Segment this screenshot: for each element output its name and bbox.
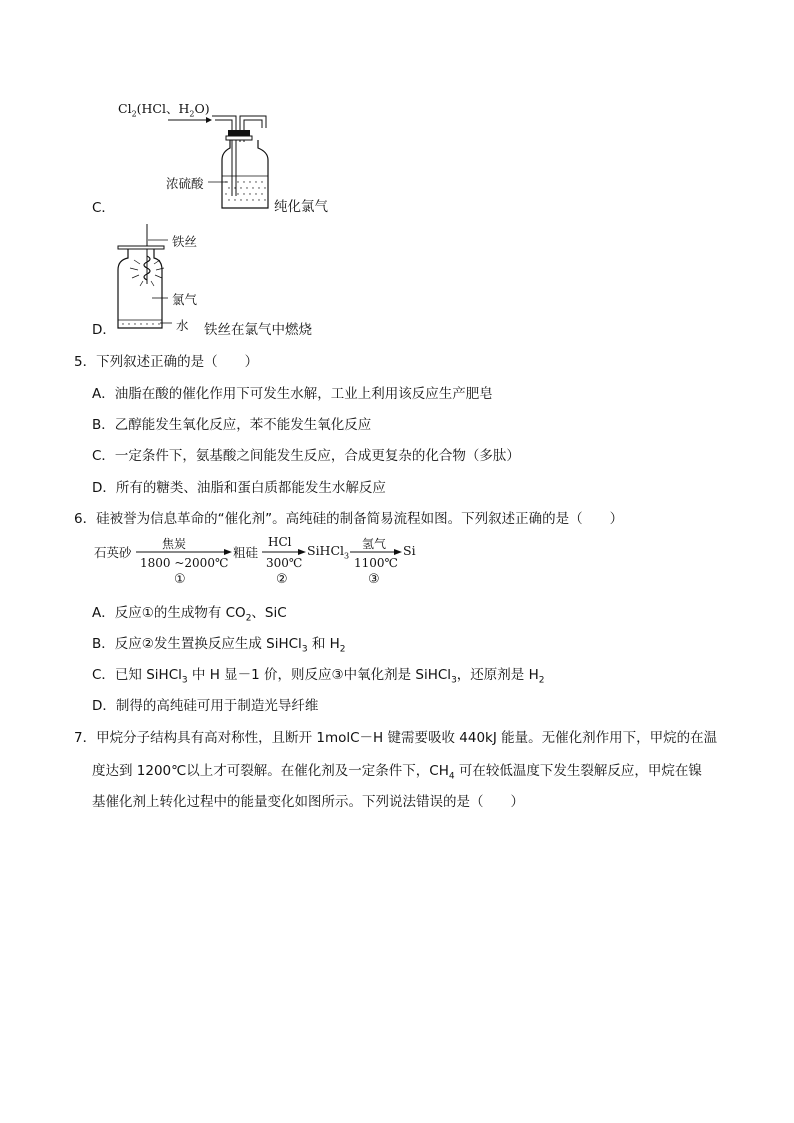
gas-bottle — [118, 249, 162, 328]
option-d-letter: D． — [92, 322, 116, 338]
iron-wire-label: 铁丝 — [172, 234, 198, 249]
q5-option-c: C．一定条件下，氨基酸之间能发生反应，合成更复杂的化合物（多肽） — [92, 448, 520, 464]
flow-step3-number: ③ — [368, 572, 380, 587]
q6-option-a: A．反应①的生成物有 $CO_2$、SiC — [92, 605, 287, 624]
flow-step1-reagent: 焦炭 — [162, 537, 187, 551]
q5-option-a: A．油脂在酸的催化作用下可发生水解，工业上利用该反应生产肥皂 — [92, 386, 493, 402]
flow-crude-silicon: 粗硅 — [233, 545, 259, 560]
q5-stem: 5．下列叙述正确的是（ ） — [74, 354, 259, 370]
flow-step2-number: ② — [276, 572, 288, 587]
gas-mixture-label: $Cl_2(HCl$、$H_2O$) — [118, 101, 210, 119]
flow-arrow-2 — [262, 548, 306, 556]
liquid-dots — [225, 181, 265, 200]
glass-lid — [118, 246, 164, 249]
flow-step2-reagent: HCl — [268, 535, 292, 549]
q7-line-2: 度达到 1200℃以上才可裂解。在催化剂及一定条件下，$CH_4$ 可在较低温度下发生裂解反应，甲烷在镍 — [92, 763, 702, 782]
q7-line-3: 基催化剂上转化过程中的能量变化如图所示。下列说法错误的是（ ） — [92, 794, 524, 810]
flow-step2-condition: 300℃ — [266, 556, 303, 570]
flow-step1-number: ① — [174, 572, 186, 587]
chlorine-label: 氯气 — [172, 292, 198, 307]
flow-step3-reagent: 氢气 — [362, 537, 387, 551]
flow-arrow-1 — [136, 548, 232, 556]
q5-option-d: D．所有的糖类、油脂和蛋白质都能发生水解反应 — [92, 480, 386, 496]
flow-end-product: Si — [403, 543, 416, 558]
option-c-caption: 纯化氯气 — [274, 199, 328, 215]
flow-step1-condition: 1800 ~2000℃ — [140, 556, 229, 570]
inlet-arrow-head — [206, 117, 212, 123]
water-label: 水 — [176, 318, 189, 333]
q5-option-b: B．乙醇能发生氧化反应，苯不能发生氧化反应 — [92, 417, 372, 433]
rubber-stopper — [228, 130, 250, 136]
q6-stem: 6．硅被誉为信息革命的“催化剂”。高纯硅的制备简易流程如图。下列叙述正确的是（ ） — [74, 511, 624, 527]
option-c-letter: C． — [92, 200, 115, 216]
flow-arrow-3 — [350, 548, 402, 556]
flow-trichlorosilane: SiHCl$_3$ — [307, 543, 350, 561]
q6-option-b: B．反应②发生置换反应生成 SiHCl$_3$ 和 $H_2$ — [92, 636, 346, 655]
gas-washing-bottle-diagram — [160, 104, 280, 214]
bottle — [222, 140, 268, 208]
flow-start: 石英砂 — [94, 545, 132, 560]
option-d-caption: 铁丝在氯气中燃烧 — [204, 322, 312, 338]
q6-option-c: C．已知 SiHCl$_3$ 中 H 显－1 价，则反应③中氧化剂是 SiHCl$_3$，还原剂是 $H_2$ — [92, 667, 545, 686]
concentrated-sulfuric-acid-label: 浓硫酸 — [166, 176, 204, 191]
flow-step3-condition: 1100℃ — [354, 556, 398, 570]
q7-line-1: 7．甲烷分子结构具有高对称性，且断开 1molC－H 键需要吸收 440kJ 能量。无催化剂作用下，甲烷的在温 — [74, 730, 718, 746]
q6-option-d: D．制得的高纯硅可用于制造光导纤维 — [92, 698, 319, 714]
